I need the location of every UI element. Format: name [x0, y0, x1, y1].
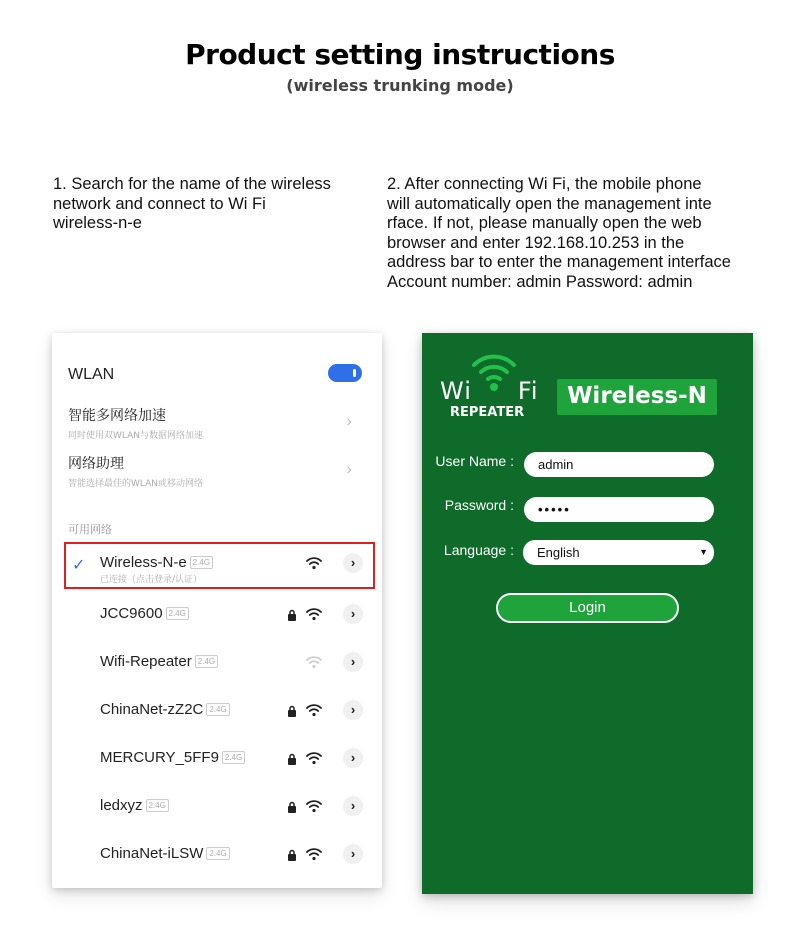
chevron-right-icon[interactable]: ›: [343, 700, 363, 720]
network-name: Wireless-N-e 2.4G: [100, 554, 213, 571]
chevron-right-icon[interactable]: ›: [343, 844, 363, 864]
network-row[interactable]: [52, 836, 382, 876]
network-name: Wifi-Repeater 2.4G: [100, 653, 218, 670]
username-label: User Name :: [435, 453, 514, 469]
wlan-label: WLAN: [68, 366, 115, 383]
network-name: ChinaNet-zZ2C 2.4G: [100, 701, 230, 718]
brand-badge: Wireless-N: [557, 379, 717, 415]
chevron-right-icon[interactable]: ›: [343, 796, 363, 816]
network-name: MERCURY_5FF9 2.4G: [100, 749, 245, 766]
lock-icon: [287, 848, 297, 860]
page-subtitle: (wireless trunking mode): [286, 76, 514, 95]
network-name: JCC9600 2.4G: [100, 605, 189, 622]
band-badge: 2.4G: [166, 607, 189, 620]
password-field[interactable]: •••••: [524, 497, 714, 522]
chevron-right-icon: ›: [346, 461, 352, 478]
band-badge: 2.4G: [206, 847, 229, 860]
chevron-right-icon[interactable]: ›: [343, 748, 363, 768]
wifi-signal-icon: [306, 703, 322, 717]
band-badge: 2.4G: [146, 799, 169, 812]
setting-network-acceleration[interactable]: [68, 405, 368, 441]
network-row[interactable]: [52, 596, 382, 636]
lock-icon: [287, 704, 297, 716]
network-row[interactable]: [52, 644, 382, 684]
wifi-signal-icon: [306, 751, 322, 765]
wifi-signal-icon: [306, 556, 322, 570]
network-row[interactable]: [52, 545, 382, 585]
language-value: English: [537, 545, 580, 560]
chevron-right-icon: ›: [346, 413, 352, 430]
chevron-right-icon[interactable]: ›: [343, 604, 363, 624]
lock-icon: [287, 608, 297, 620]
lock-icon: [287, 800, 297, 812]
logo-subtitle: REPEATER: [450, 405, 525, 420]
wifi-signal-icon: [306, 655, 322, 669]
network-row[interactable]: [52, 692, 382, 732]
wlan-settings-panel: [52, 333, 382, 888]
check-icon: ✓: [72, 557, 86, 574]
logo-fi: Fi: [517, 377, 539, 405]
setting-subtitle: 智能选择最佳的WLAN或移动网络: [68, 479, 204, 489]
login-button[interactable]: Login: [496, 593, 679, 623]
network-status: 已连接（点击登录/认证）: [100, 575, 203, 585]
login-panel: [422, 333, 753, 894]
wlan-toggle[interactable]: [328, 364, 362, 382]
band-badge: 2.4G: [222, 751, 245, 764]
step-1-text: 1. Search for the name of the wireless network and connect to Wi Fi wireless-n-e: [53, 175, 331, 232]
setting-network-assistant[interactable]: [68, 453, 368, 489]
wifi-signal-icon: [306, 847, 322, 861]
chevron-right-icon[interactable]: ›: [343, 553, 363, 573]
band-badge: 2.4G: [195, 655, 218, 668]
logo-wi: Wi: [440, 377, 472, 405]
language-label: Language :: [443, 542, 514, 558]
network-row[interactable]: [52, 788, 382, 828]
lock-icon: [287, 752, 297, 764]
network-row[interactable]: [52, 740, 382, 780]
language-select[interactable]: [523, 540, 714, 565]
logo-text: [440, 377, 539, 405]
setting-title: 智能多网络加速: [68, 408, 166, 424]
band-badge: 2.4G: [190, 556, 213, 569]
network-name: ledxyz 2.4G: [100, 797, 169, 814]
password-label: Password :: [444, 497, 514, 513]
wifi-signal-icon: [306, 607, 322, 621]
username-field[interactable]: admin: [524, 452, 714, 477]
step-2-text: 2. After connecting Wi Fi, the mobile phone will automatically open the management inte rface. If not, please manually open the web browser and enter 192.168.10.253 in the address bar to enter the management interface Account number: admin Password: admin: [387, 175, 731, 291]
setting-subtitle: 同时使用双WLAN与数据网络加速: [68, 431, 204, 441]
dropdown-caret-icon: ▼: [699, 547, 708, 557]
network-name: ChinaNet-iLSW 2.4G: [100, 845, 230, 862]
chevron-right-icon[interactable]: ›: [343, 652, 363, 672]
wifi-signal-icon: [306, 799, 322, 813]
setting-title: 网络助理: [68, 456, 124, 472]
band-badge: 2.4G: [206, 703, 229, 716]
available-networks-label: 可用网络: [68, 523, 112, 536]
page-title: Product setting instructions: [185, 38, 615, 71]
